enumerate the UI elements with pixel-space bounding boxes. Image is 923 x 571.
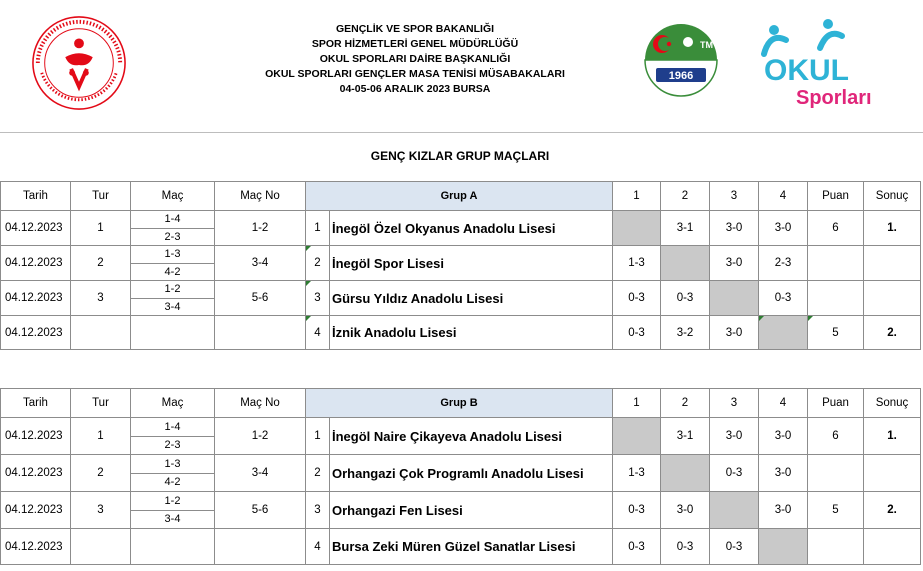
- team-name: İnegöl Özel Okyanus Anadolu Lisesi: [330, 211, 613, 246]
- puan-cell: [808, 529, 864, 565]
- header-divider: [0, 132, 923, 133]
- header-line-date: 04-05-06 ARALIK 2023 BURSA: [339, 83, 491, 95]
- table-row: [1, 281, 921, 316]
- table-row: [1, 316, 921, 350]
- mac-cell: [131, 281, 215, 316]
- score-4: 3-0: [759, 492, 808, 529]
- mac-bottom: 3-4: [131, 298, 214, 316]
- team-number: 4: [306, 529, 330, 565]
- col-mac: Maç: [131, 182, 215, 211]
- tur-cell: [71, 316, 131, 350]
- score-3: 3-0: [710, 418, 759, 455]
- team-name: İnegöl Naire Çikayeva Anadolu Lisesi: [330, 418, 613, 455]
- group-b-table: [0, 388, 921, 565]
- col-tur: Tur: [71, 182, 131, 211]
- sonuc-cell: [864, 246, 921, 281]
- mac-cell: [131, 211, 215, 246]
- col-mac: Maç: [131, 389, 215, 418]
- team-name: Gürsu Yıldız Anadolu Lisesi: [330, 281, 613, 316]
- col-2: 2: [661, 389, 710, 418]
- score-1: 1-3: [613, 246, 661, 281]
- col-2: 2: [661, 182, 710, 211]
- score-3: 0-3: [710, 529, 759, 565]
- team-number: 1: [306, 211, 330, 246]
- header-title-block: [250, 22, 580, 97]
- team-number: 1: [306, 418, 330, 455]
- tmtf-year-text: 1966: [668, 70, 694, 82]
- col-4: 4: [759, 182, 808, 211]
- col-sonuc: Sonuç: [864, 182, 921, 211]
- col-4: 4: [759, 389, 808, 418]
- score-3: [710, 281, 759, 316]
- mac-top: 1-4: [164, 213, 181, 226]
- okul-sporlari-logo-icon: [750, 14, 900, 114]
- mac-bottom: 2-3: [131, 436, 214, 455]
- team-number: 3: [306, 492, 330, 529]
- sonuc-cell: [864, 529, 921, 565]
- header-line-department: OKUL SPORLARI DAİRE BAŞKANLIĞI: [319, 53, 511, 65]
- mac-no-cell: 3-4: [215, 246, 306, 281]
- sonuc-cell: 1.: [864, 211, 921, 246]
- team-number: 4: [306, 316, 330, 350]
- team-number: 2: [306, 455, 330, 492]
- score-2: [661, 246, 710, 281]
- col-1: 1: [613, 389, 661, 418]
- table-row: [1, 246, 921, 281]
- sonuc-cell: [864, 281, 921, 316]
- score-4: [759, 316, 808, 350]
- score-1: 0-3: [613, 281, 661, 316]
- score-2: 3-1: [661, 418, 710, 455]
- col-puan: Puan: [808, 182, 864, 211]
- col-puan: Puan: [808, 389, 864, 418]
- score-3: 3-0: [710, 246, 759, 281]
- table-row: [1, 418, 921, 455]
- page-header: [0, 0, 923, 132]
- tarih-cell: 04.12.2023: [1, 455, 71, 492]
- mac-no-cell: 1-2: [215, 418, 306, 455]
- col-mac-no: Maç No: [215, 182, 306, 211]
- mac-bottom: 4-2: [131, 263, 214, 281]
- table-row: [1, 529, 921, 565]
- table-row: [1, 211, 921, 246]
- mac-cell: [131, 529, 215, 565]
- sonuc-cell: 2.: [864, 316, 921, 350]
- mac-top: 1-2: [164, 283, 181, 296]
- tur-cell: 2: [71, 246, 131, 281]
- tur-cell: [71, 529, 131, 565]
- team-number: 3: [306, 281, 330, 316]
- score-4: 3-0: [759, 455, 808, 492]
- page-title: GENÇ KIZLAR GRUP MAÇLARI: [370, 149, 550, 163]
- score-4: 3-0: [759, 211, 808, 246]
- mac-cell: [131, 455, 215, 492]
- score-3: [710, 492, 759, 529]
- header-line-event: OKUL SPORLARI GENÇLER MASA TENİSİ MÜSABAKALARI: [265, 68, 565, 80]
- mac-no-cell: 5-6: [215, 281, 306, 316]
- tmtf-letters-text: TMTF: [700, 40, 724, 50]
- score-1: 0-3: [613, 316, 661, 350]
- group-a-table: [0, 181, 921, 350]
- okul-logo-bottom-text: Sporları: [796, 87, 872, 109]
- team-name: Bursa Zeki Müren Güzel Sanatlar Lisesi: [330, 529, 613, 565]
- score-4: 2-3: [759, 246, 808, 281]
- col-3: 3: [710, 182, 759, 211]
- score-1: 0-3: [613, 492, 661, 529]
- sonuc-cell: 1.: [864, 418, 921, 455]
- puan-cell: 5: [808, 492, 864, 529]
- mac-bottom: 2-3: [131, 228, 214, 246]
- col-3: 3: [710, 389, 759, 418]
- puan-cell: [808, 246, 864, 281]
- header-line-directorate: SPOR HİZMETLERİ GENEL MÜDÜRLÜĞÜ: [311, 38, 519, 50]
- col-1: 1: [613, 182, 661, 211]
- score-4: 0-3: [759, 281, 808, 316]
- col-sonuc: Sonuç: [864, 389, 921, 418]
- tarih-cell: 04.12.2023: [1, 246, 71, 281]
- sonuc-cell: 2.: [864, 492, 921, 529]
- mac-top: 1-2: [164, 494, 181, 507]
- puan-cell: 6: [808, 211, 864, 246]
- group-b-title: Grup B: [306, 389, 613, 418]
- table-header-row: [1, 182, 921, 211]
- score-1: 1-3: [613, 455, 661, 492]
- score-1: 0-3: [613, 529, 661, 565]
- score-3: 0-3: [710, 455, 759, 492]
- team-name: Orhangazi Çok Programlı Anadolu Lisesi: [330, 455, 613, 492]
- score-1: [613, 211, 661, 246]
- tmtf-logo-icon: [636, 22, 726, 100]
- score-1: [613, 418, 661, 455]
- team-number: 2: [306, 246, 330, 281]
- score-3: 3-0: [710, 211, 759, 246]
- mac-cell: [131, 316, 215, 350]
- mac-no-cell: [215, 316, 306, 350]
- mac-bottom: 3-4: [131, 510, 214, 529]
- sonuc-cell: [864, 455, 921, 492]
- score-2: 3-1: [661, 211, 710, 246]
- score-2: 3-0: [661, 492, 710, 529]
- puan-cell: 5: [808, 316, 864, 350]
- puan-cell: [808, 455, 864, 492]
- tur-cell: 3: [71, 492, 131, 529]
- tarih-cell: 04.12.2023: [1, 281, 71, 316]
- header-line-ministry: GENÇLİK VE SPOR BAKANLIĞI: [335, 23, 495, 35]
- mac-cell: [131, 246, 215, 281]
- tarih-cell: 04.12.2023: [1, 316, 71, 350]
- col-tarih: Tarih: [1, 182, 71, 211]
- tarih-cell: 04.12.2023: [1, 211, 71, 246]
- score-2: 0-3: [661, 529, 710, 565]
- mac-top: 1-4: [164, 420, 181, 433]
- table-row: [1, 492, 921, 529]
- tarih-cell: 04.12.2023: [1, 529, 71, 565]
- tur-cell: 1: [71, 418, 131, 455]
- mac-top: 1-3: [164, 457, 181, 470]
- puan-cell: [808, 281, 864, 316]
- team-name: İnegöl Spor Lisesi: [330, 246, 613, 281]
- score-2: 3-2: [661, 316, 710, 350]
- group-a-title: Grup A: [306, 182, 613, 211]
- tur-cell: 3: [71, 281, 131, 316]
- mac-cell: [131, 418, 215, 455]
- team-name: Orhangazi Fen Lisesi: [330, 492, 613, 529]
- mac-top: 1-3: [164, 248, 181, 261]
- col-tarih: Tarih: [1, 389, 71, 418]
- tur-cell: 1: [71, 211, 131, 246]
- score-4: [759, 529, 808, 565]
- mac-no-cell: 5-6: [215, 492, 306, 529]
- score-2: 0-3: [661, 281, 710, 316]
- tarih-cell: 04.12.2023: [1, 492, 71, 529]
- team-name: İznik Anadolu Lisesi: [330, 316, 613, 350]
- tarih-cell: 04.12.2023: [1, 418, 71, 455]
- col-mac-no: Maç No: [215, 389, 306, 418]
- mac-no-cell: 1-2: [215, 211, 306, 246]
- ministry-logo-icon: [30, 14, 128, 112]
- score-4: 3-0: [759, 418, 808, 455]
- score-3: 3-0: [710, 316, 759, 350]
- mac-no-cell: 3-4: [215, 455, 306, 492]
- table-row: [1, 455, 921, 492]
- mac-no-cell: [215, 529, 306, 565]
- mac-cell: [131, 492, 215, 529]
- col-tur: Tur: [71, 389, 131, 418]
- tur-cell: 2: [71, 455, 131, 492]
- puan-cell: 6: [808, 418, 864, 455]
- mac-bottom: 4-2: [131, 473, 214, 492]
- score-2: [661, 455, 710, 492]
- table-header-row: [1, 389, 921, 418]
- okul-logo-top-text: OKUL: [764, 54, 849, 87]
